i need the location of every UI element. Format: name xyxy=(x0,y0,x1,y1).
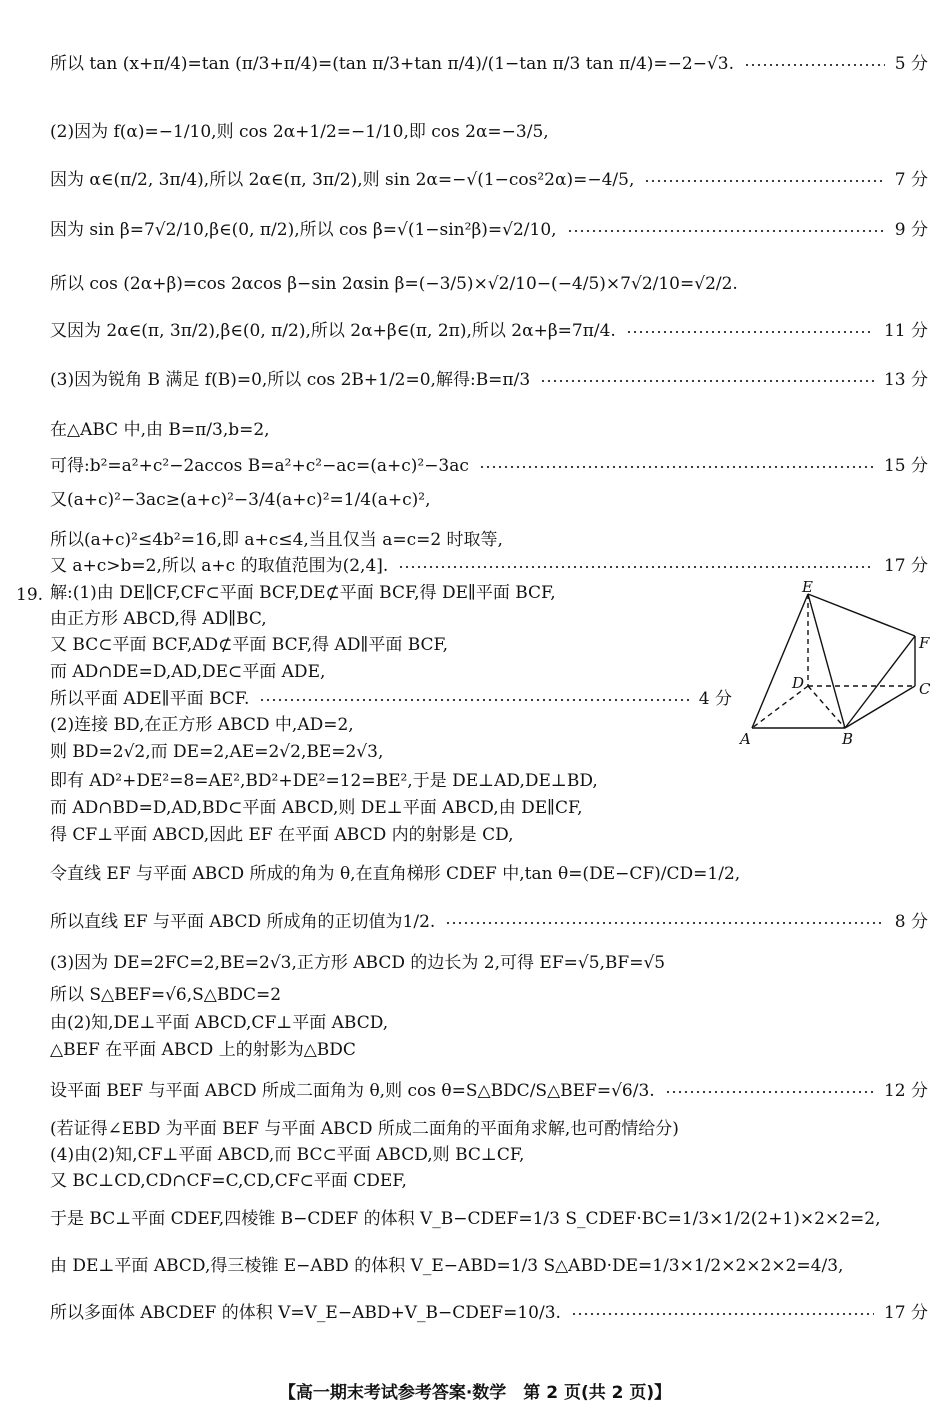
answer-line: 即有 AD²+DE²=8=AE²,BD²+DE²=12=BE²,于是 DE⊥AD,DE⊥BD, xyxy=(50,771,598,791)
answer-line: 又因为 2α∈(π, 3π/2),β∈(0, π/2),所以 2α+β∈(π, 2π),所以 2α+β=7π/4. 11 分 xyxy=(50,321,928,341)
page-footer: 【高一期末考试参考答案·数学 第 2 页(共 2 页)】 xyxy=(278,1383,672,1403)
answer-line: (3)因为 DE=2FC=2,BE=2√3,正方形 ABCD 的边长为 2,可得 EF=√5,BF=√5 xyxy=(50,953,666,973)
edge-EA xyxy=(752,594,808,728)
answer-line: 又(a+c)²−3ac≥(a+c)²−3/4(a+c)²=1/4(a+c)², xyxy=(50,490,431,510)
answer-line: 所以 tan (x+π/4)=tan (π/3+π/4)=(tan π/3+tan π/4)/(1−tan π/3 tan π/4)=−2−√3. 5 分 xyxy=(50,54,928,74)
answer-line: 所以(a+c)²≤4b²=16,即 a+c≤4,当且仅当 a=c=2 时取等, xyxy=(50,530,503,550)
answer-line: 可得:b²=a²+c²−2accos B=a²+c²−ac=(a+c)²−3ac 15 分 xyxy=(50,456,928,476)
answer-line: (3)因为锐角 B 满足 f(B)=0,所以 cos 2B+1/2=0,解得:B=π/3 13 分 xyxy=(50,370,928,390)
polyhedron-figure xyxy=(730,578,940,748)
answer-line: 又 BC⊥CD,CD∩CF=C,CD,CF⊂平面 CDEF, xyxy=(50,1171,407,1191)
answer-line: 由(2)知,DE⊥平面 ABCD,CF⊥平面 ABCD, xyxy=(50,1013,389,1033)
label-E: E xyxy=(802,578,813,596)
answer-line: △BEF 在平面 ABCD 上的射影为△BDC xyxy=(50,1040,356,1060)
answer-line: 而 AD∩DE=D,AD,DE⊂平面 ADE, xyxy=(50,662,326,682)
answer-line: 在△ABC 中,由 B=π/3,b=2, xyxy=(50,420,270,440)
answer-line: 所以 S△BEF=√6,S△BDC=2 xyxy=(50,985,282,1005)
answer-line: 所以 cos (2α+β)=cos 2αcos β−sin 2αsin β=(−3/5)×√2/10−(−4/5)×7√2/10=√2/2. xyxy=(50,274,738,294)
answer-line: (2)连接 BD,在正方形 ABCD 中,AD=2, xyxy=(50,715,354,735)
answer-line: 令直线 EF 与平面 ABCD 所成的角为 θ,在直角梯形 CDEF 中,tan θ=(DE−CF)/CD=1/2, xyxy=(50,864,741,884)
question-number: 19. xyxy=(16,585,44,605)
label-F: F xyxy=(919,634,930,652)
answer-line: (2)因为 f(α)=−1/10,则 cos 2α+1/2=−1/10,即 cos 2α=−3/5, xyxy=(50,122,549,142)
label-D: D xyxy=(792,674,805,692)
answer-line: 因为 sin β=7√2/10,β∈(0, π/2),所以 cos β=√(1−sin²β)=√2/10, 9 分 xyxy=(50,220,928,240)
label-B: B xyxy=(842,730,854,748)
answer-line: 又 BC⊂平面 BCF,AD⊄平面 BCF,得 AD∥平面 BCF, xyxy=(50,635,449,655)
answer-line: 由 DE⊥平面 ABCD,得三棱锥 E−ABD 的体积 V_E−ABD=1/3 S△ABD·DE=1/3×1/2×2×2×2=4/3, xyxy=(50,1256,844,1276)
label-C: C xyxy=(919,680,931,698)
answer-line: (若证得∠EBD 为平面 BEF 与平面 ABCD 所成二面角的平面角求解,也可酌情给分) xyxy=(50,1119,679,1139)
answer-line: 所以直线 EF 与平面 ABCD 所成角的正切值为1/2. 8 分 xyxy=(50,912,928,932)
edge-BF xyxy=(845,636,915,728)
answer-line: 又 a+c>b=2,所以 a+c 的取值范围为(2,4]. 17 分 xyxy=(50,556,928,576)
label-A: A xyxy=(740,730,751,748)
edge-EF xyxy=(808,594,915,636)
answer-line: 因为 α∈(π/2, 3π/4),所以 2α∈(π, 3π/2),则 sin 2α=−√(1−cos²2α)=−4/5, 7 分 xyxy=(50,170,928,190)
answer-line: 解:(1)由 DE∥CF,CF⊂平面 BCF,DE⊄平面 BCF,得 DE∥平面 BCF, xyxy=(50,583,556,603)
answer-line: 而 AD∩BD=D,AD,BD⊂平面 ABCD,则 DE⊥平面 ABCD,由 DE∥CF, xyxy=(50,798,583,818)
answer-line: 于是 BC⊥平面 CDEF,四棱锥 B−CDEF 的体积 V_B−CDEF=1/3 S_CDEF·BC=1/3×1/2(2+1)×2×2=2, xyxy=(50,1209,881,1229)
answer-line: 则 BD=2√2,而 DE=2,AE=2√2,BE=2√3, xyxy=(50,742,384,762)
answer-line: 得 CF⊥平面 ABCD,因此 EF 在平面 ABCD 内的射影是 CD, xyxy=(50,825,514,845)
answer-line: 所以多面体 ABCDEF 的体积 V=V_E−ABD+V_B−CDEF=10/3. 17 分 xyxy=(50,1303,928,1323)
answer-line: (4)由(2)知,CF⊥平面 ABCD,而 BC⊂平面 ABCD,则 BC⊥CF, xyxy=(50,1145,525,1165)
edge-BC xyxy=(845,686,915,728)
answer-line: 设平面 BEF 与平面 ABCD 所成二面角为 θ,则 cos θ=S△BDC/S△BEF=√6/3. 12 分 xyxy=(50,1081,928,1101)
answer-line: 所以平面 ADE∥平面 BCF. 4 分 xyxy=(50,689,732,709)
answer-line: 由正方形 ABCD,得 AD∥BC, xyxy=(50,609,267,629)
